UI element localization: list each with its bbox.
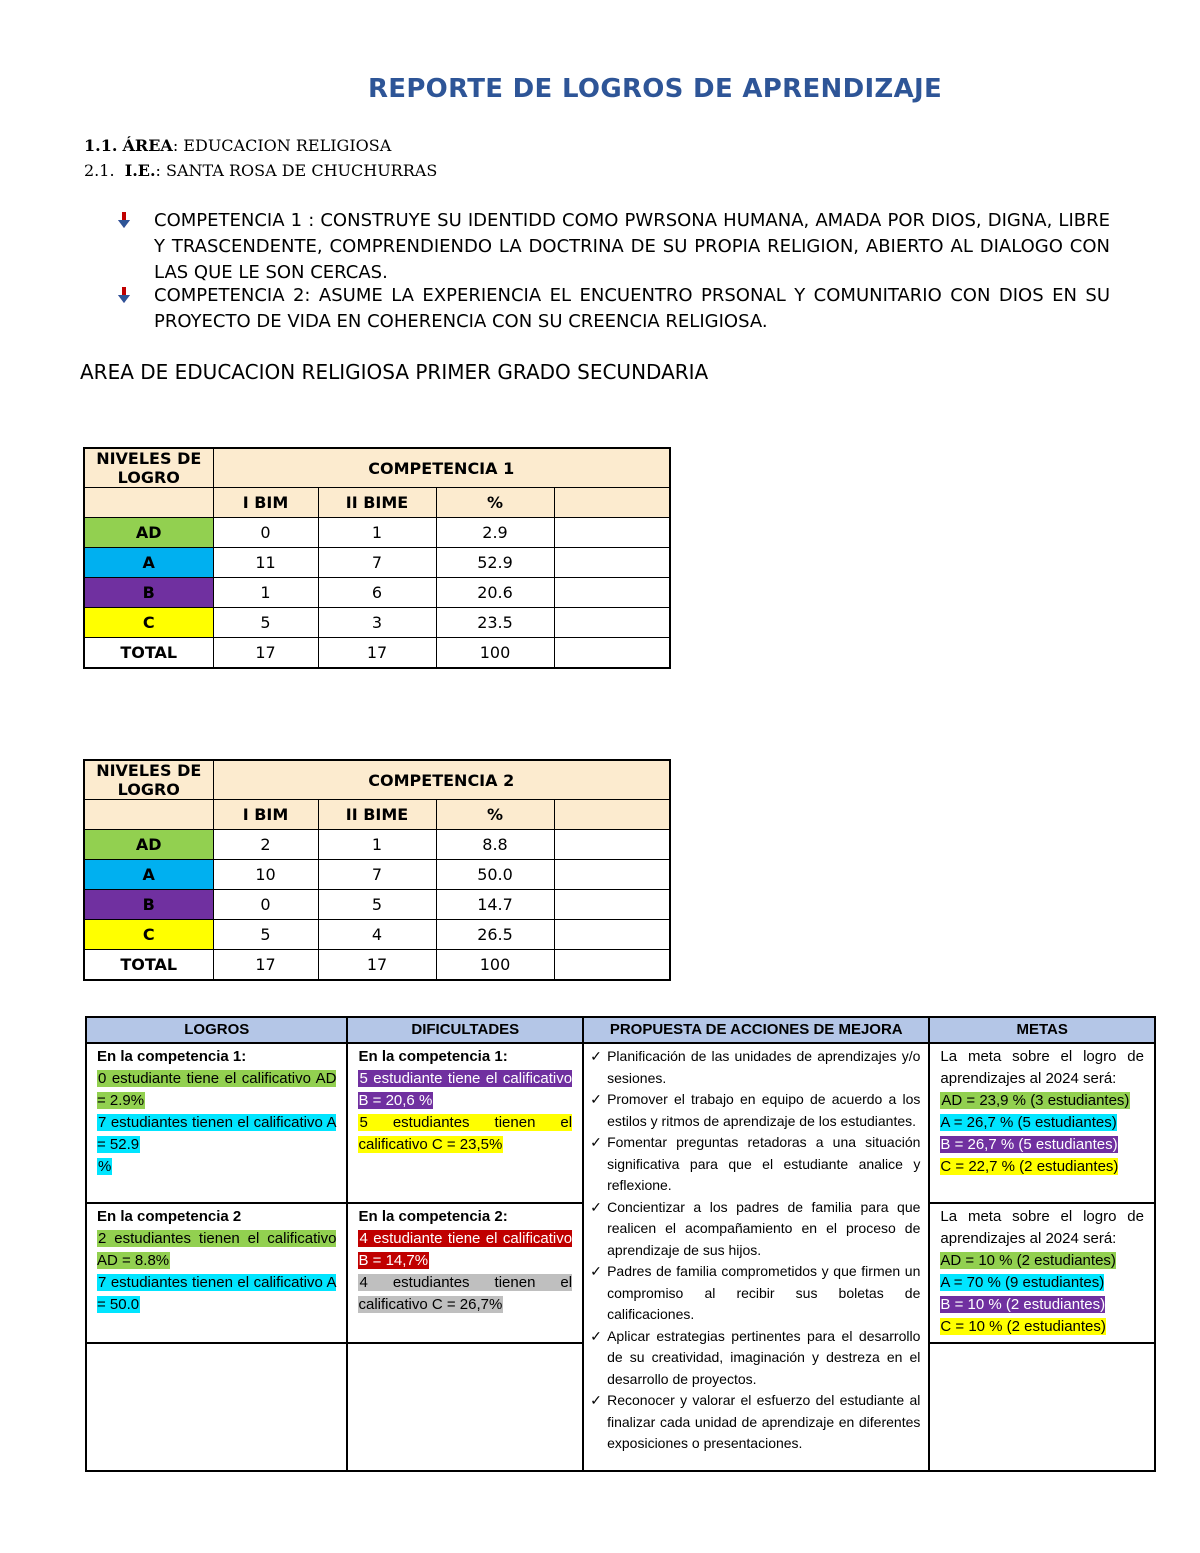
dificultades-competencia-2 [347,1203,583,1343]
table-row [84,920,670,950]
list-item: ✓ Promover el trabajo en equipo de acuerdo a los estilos y ritmos de aprendizaje de los estudiantes. [590,1091,921,1129]
ii-bime-value: 1 [318,518,436,548]
level-cell: AD [84,830,213,860]
percent-value: 50.0 [436,860,554,890]
ie-line [84,161,437,180]
cell-heading: En la competencia 2: [358,1208,508,1225]
list-item: ✓ Aplicar estrategias pertinentes para el desarrollo de su creatividad, imaginación y destreza en el desarrollo de proyectos. [590,1327,921,1387]
ii-bime-value: 17 [318,950,436,981]
page-title: REPORTE DE LOGROS DE APRENDIZAJE [367,74,943,104]
competencia-item [116,208,1110,286]
ii-bime-value: 7 [318,860,436,890]
ii-bime-value: 5 [318,890,436,920]
competencia-1-text: COMPETENCIA 1 : CONSTRUYE SU IDENTIDD COMO PWRSONA HUMANA, AMADA POR DIOS, DIGNA, LIBRE Y TRASCENDENTE, COMPRENDIENDO LA DOCTRINA DE SU PROPIA RELIGION, ABIERTO AL DIALOGO CON LAS QUE LE SON CERCAS. [154,210,1110,283]
level-cell: A [84,860,213,890]
header-dificultades: DIFICULTADES [347,1017,583,1043]
blank-cell [554,578,670,608]
propuestas-list [590,1046,920,1455]
list-item: ✓ Padres de familia comprometidos y que firmen un compromiso al recibir sus boletas de calificaciones. [590,1263,921,1322]
arrow-bullet-icon [116,210,132,230]
col-header-i-bim: I BIM [213,488,318,518]
percent-value: 8.8 [436,830,554,860]
level-cell: C [84,920,213,950]
i-bim-value: 10 [213,860,318,890]
blank-cell [554,800,670,830]
competencia-2-text: COMPETENCIA 2: ASUME LA EXPERIENCIA EL ENCUENTRO PRSONAL Y COMUNITARIO CON DIOS EN SU PROYECTO DE VIDA EN COHERENCIA CON SU CREENCIA RELIGIOSA. [154,285,1110,332]
ii-bime-value: 3 [318,608,436,638]
area-value: : EDUCACION RELIGIOSA [172,136,392,155]
col-header-percent: % [436,800,554,830]
table-row [84,578,670,608]
meta-ad: AD = 10 % (2 estudiantes) [940,1252,1116,1269]
table-row-total [84,950,670,981]
ii-bime-value: 17 [318,638,436,669]
i-bim-value: 17 [213,638,318,669]
col-header-i-bim: I BIM [213,800,318,830]
highlight-b: 5 estudiante tiene el calificativo B = 20,6 % [358,1070,573,1109]
meta-b: B = 26,7 % (5 estudiantes) [940,1136,1118,1153]
percent-value: 2.9 [436,518,554,548]
metas-intro: La meta sobre el logro de aprendizajes al 2024 será: [940,1208,1144,1247]
check-icon: ✓ [590,1134,602,1150]
check-icon: ✓ [590,1091,602,1107]
section-subheading: AREA DE EDUCACION RELIGIOSA PRIMER GRADO SECUNDARIA [80,360,709,384]
empty-cell [86,1343,347,1471]
blank-cell [554,548,670,578]
blank-cell [554,488,670,518]
ii-bime-value: 7 [318,548,436,578]
level-cell: AD [84,518,213,548]
ie-number: 2.1. [84,161,115,180]
improvement-actions-table [85,1016,1156,1472]
table-row [84,608,670,638]
dificultades-competencia-1 [347,1043,583,1203]
percent-value: 52.9 [436,548,554,578]
header-propuesta: PROPUESTA DE ACCIONES DE MEJORA [583,1017,929,1043]
highlight-c: 5 estudiantes tienen el calificativo C = 23,5% [358,1114,573,1153]
blank-cell [554,518,670,548]
table-row [84,830,670,860]
cell-heading: En la competencia 2 [97,1208,242,1225]
percent-value: 23.5 [436,608,554,638]
blank-cell [554,830,670,860]
highlight-ad: 0 estudiante tiene el calificativo AD = 2.9% [97,1070,337,1109]
table-row [84,548,670,578]
check-icon: ✓ [590,1198,602,1215]
check-icon: ✓ [590,1327,602,1344]
area-line [84,136,391,155]
percent-value: 100 [436,950,554,981]
levels-table-competencia-1 [83,447,671,669]
list-item: ✓ Fomentar preguntas retadoras a una situación significativa para que el estudiante analice y reflexione. [590,1134,921,1193]
col-header-percent: % [436,488,554,518]
header-metas: METAS [929,1017,1155,1043]
i-bim-value: 0 [213,890,318,920]
meta-a: A = 70 % (9 estudiantes) [940,1274,1105,1291]
ii-bime-value: 4 [318,920,436,950]
level-cell: B [84,578,213,608]
blank-cell [554,638,670,669]
col-header-competencia: COMPETENCIA 2 [213,760,670,800]
col-header-ii-bime: II BIME [318,488,436,518]
competencia-item [116,283,1110,335]
check-icon: ✓ [590,1263,602,1279]
empty-cell [929,1343,1155,1471]
level-cell: A [84,548,213,578]
col-header-niveles: NIVELES DE LOGRO [84,760,213,800]
logros-competencia-2 [86,1203,347,1343]
propuestas-cell [583,1043,929,1471]
area-number: 1.1. [84,136,118,155]
ii-bime-value: 6 [318,578,436,608]
ie-value: : SANTA ROSA DE CHUCHURRAS [155,161,438,180]
blank-cell [554,950,670,981]
i-bim-value: 1 [213,578,318,608]
i-bim-value: 5 [213,920,318,950]
table-row [84,860,670,890]
blank-cell [554,860,670,890]
check-icon: ✓ [590,1392,602,1408]
arrow-bullet-icon [116,285,132,305]
metas-intro: La meta sobre el logro de aprendizajes al 2024 será: [940,1048,1144,1087]
cell-heading: En la competencia 1: [97,1048,247,1065]
blank-cell [84,800,213,830]
highlight-b: 4 estudiante tiene el calificativo B = 14,7% [358,1230,573,1269]
metas-competencia-2 [929,1203,1155,1343]
table-row [84,518,670,548]
percent-value: 100 [436,638,554,669]
percent-value: 26.5 [436,920,554,950]
i-bim-value: 17 [213,950,318,981]
i-bim-value: 11 [213,548,318,578]
metas-competencia-1 [929,1043,1155,1203]
i-bim-value: 2 [213,830,318,860]
list-item: ✓ Reconocer y valorar el esfuerzo del estudiante al finalizar cada unidad de aprendizaje en diferentes exposiciones o presentaciones. [590,1392,921,1451]
meta-b: B = 10 % (2 estudiantes) [940,1296,1106,1313]
total-label: TOTAL [84,950,213,981]
blank-cell [554,608,670,638]
level-cell: C [84,608,213,638]
highlight-c: 4 estudiantes tienen el calificativo C = 26,7% [358,1274,573,1313]
col-header-competencia: COMPETENCIA 1 [213,448,670,488]
list-item: ✓ Concientizar a los padres de familia para que realicen el acompañamiento en el proceso de aprendizaje de sus hijos. [590,1198,921,1258]
header-logros: LOGROS [86,1017,347,1043]
blank-cell [84,488,213,518]
highlight-ad: 2 estudiantes tienen el calificativo AD = 8.8% [97,1230,337,1269]
table-row [84,890,670,920]
levels-table-competencia-2 [83,759,671,981]
meta-a: A = 26,7 % (5 estudiantes) [940,1114,1117,1131]
meta-c: C = 10 % (2 estudiantes) [940,1318,1106,1335]
highlight-a: 7 estudiantes tienen el calificativo A = 52.9 [97,1114,337,1153]
ii-bime-value: 1 [318,830,436,860]
area-label: ÁREA [122,136,173,155]
blank-cell [554,890,670,920]
level-cell: B [84,890,213,920]
highlight-a: 7 estudiantes tienen el calificativo A = 50.0 [97,1274,337,1313]
col-header-niveles: NIVELES DE LOGRO [84,448,213,488]
check-icon: ✓ [590,1048,602,1064]
blank-cell [554,920,670,950]
cell-heading: En la competencia 1: [358,1048,508,1065]
list-item: ✓ Planificación de las unidades de aprendizajes y/o sesiones. [590,1048,921,1086]
logros-competencia-1 [86,1043,347,1203]
table-row-total [84,638,670,669]
col-header-ii-bime: II BIME [318,800,436,830]
percent-value: 14.7 [436,890,554,920]
total-label: TOTAL [84,638,213,669]
meta-ad: AD = 23,9 % (3 estudiantes) [941,1092,1130,1109]
ie-label: I.E. [124,161,156,180]
percent-value: 20.6 [436,578,554,608]
highlight-a-cont: % [98,1158,112,1175]
i-bim-value: 5 [213,608,318,638]
i-bim-value: 0 [213,518,318,548]
empty-cell [347,1343,583,1471]
meta-c: C = 22,7 % (2 estudiantes) [940,1158,1119,1175]
